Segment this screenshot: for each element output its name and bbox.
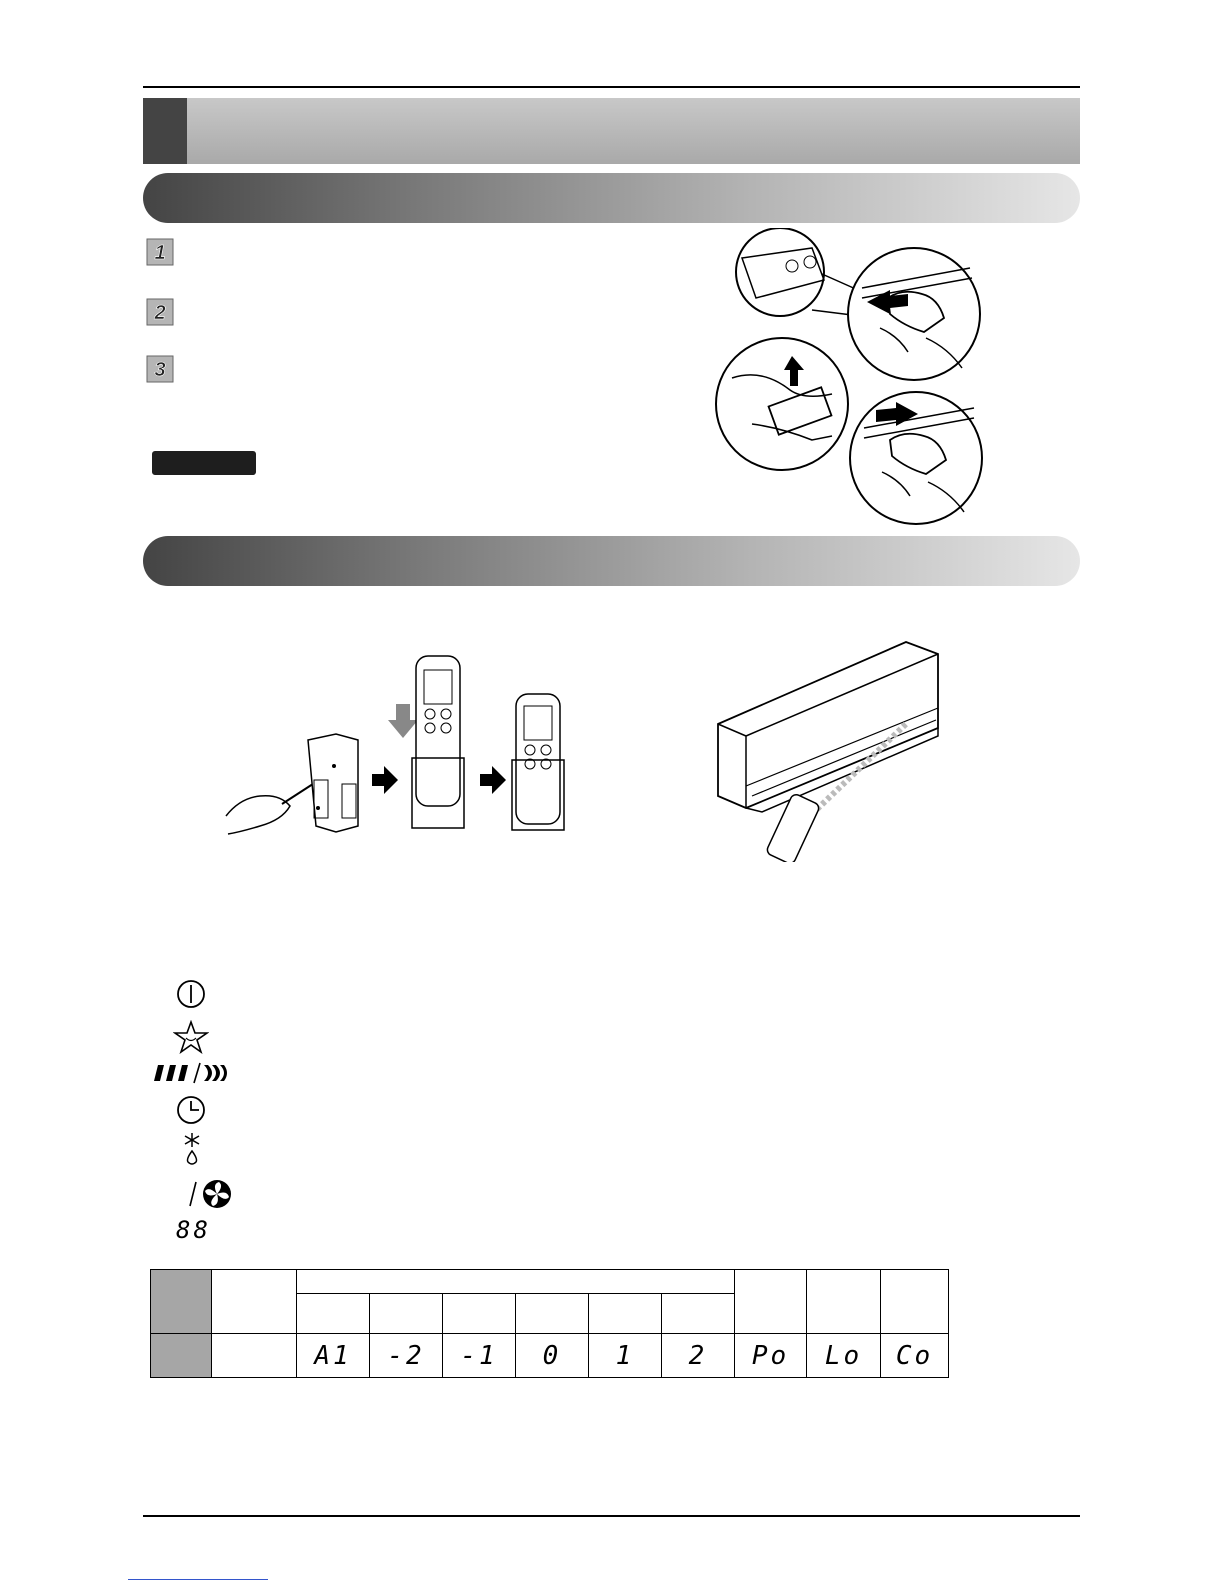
- bottom-rule: [143, 1515, 1080, 1517]
- power-icon: [175, 978, 207, 1010]
- indoor-unit-remote-illustration: [712, 636, 952, 862]
- battery-replacement-illustration: [712, 228, 992, 528]
- display-code: 2: [662, 1334, 735, 1378]
- star-icon: [173, 1020, 209, 1054]
- table-header-cell: [212, 1270, 297, 1334]
- section-title-tab: [143, 98, 187, 164]
- table-header-cell: [881, 1270, 949, 1334]
- cool-dry-icon: [180, 1131, 204, 1167]
- table-cell: [212, 1334, 297, 1378]
- table-header-cell: [151, 1270, 212, 1334]
- display-code: Lo: [807, 1334, 881, 1378]
- display-code: Po: [735, 1334, 807, 1378]
- display-code: -1: [443, 1334, 516, 1378]
- display-code: 0: [516, 1334, 589, 1378]
- table-header-cell: [735, 1270, 807, 1334]
- footer-link-underline[interactable]: [128, 1579, 268, 1580]
- step-badge-3: [146, 355, 174, 383]
- table-header-cell: [297, 1270, 735, 1294]
- table-header-cell: [516, 1294, 589, 1334]
- subheader-bar-2: [143, 536, 1080, 586]
- display-code: A1: [297, 1334, 370, 1378]
- step-badge-2: [146, 298, 174, 326]
- display-code: -2: [370, 1334, 443, 1378]
- table-header-cell: [297, 1294, 370, 1334]
- table-header-cell: [443, 1294, 516, 1334]
- fan-icon: [186, 1178, 234, 1210]
- step-number-1: 1: [154, 242, 166, 264]
- display-code-table: [150, 1269, 949, 1378]
- timer-icon: [175, 1094, 207, 1126]
- table-row-label: [151, 1334, 212, 1378]
- step-badge-1: [146, 238, 174, 266]
- display-code: Co: [881, 1334, 949, 1378]
- display-code: 1: [589, 1334, 662, 1378]
- remote-holder-mounting-illustration: [220, 648, 590, 848]
- step-number-2: 2: [154, 302, 166, 324]
- table-header-cell: [589, 1294, 662, 1334]
- table-header-cell: [807, 1270, 881, 1334]
- seven-segment-icon: 88: [176, 1216, 211, 1244]
- note-label-tag: [152, 451, 256, 475]
- table-header-cell: [662, 1294, 735, 1334]
- step-number-3: 3: [154, 359, 166, 381]
- subheader-bar-1: [143, 173, 1080, 223]
- table-header-cell: [370, 1294, 443, 1334]
- top-rule: [143, 86, 1080, 88]
- swing-louver-icon: [150, 1061, 230, 1085]
- section-title-bar: [143, 98, 1080, 164]
